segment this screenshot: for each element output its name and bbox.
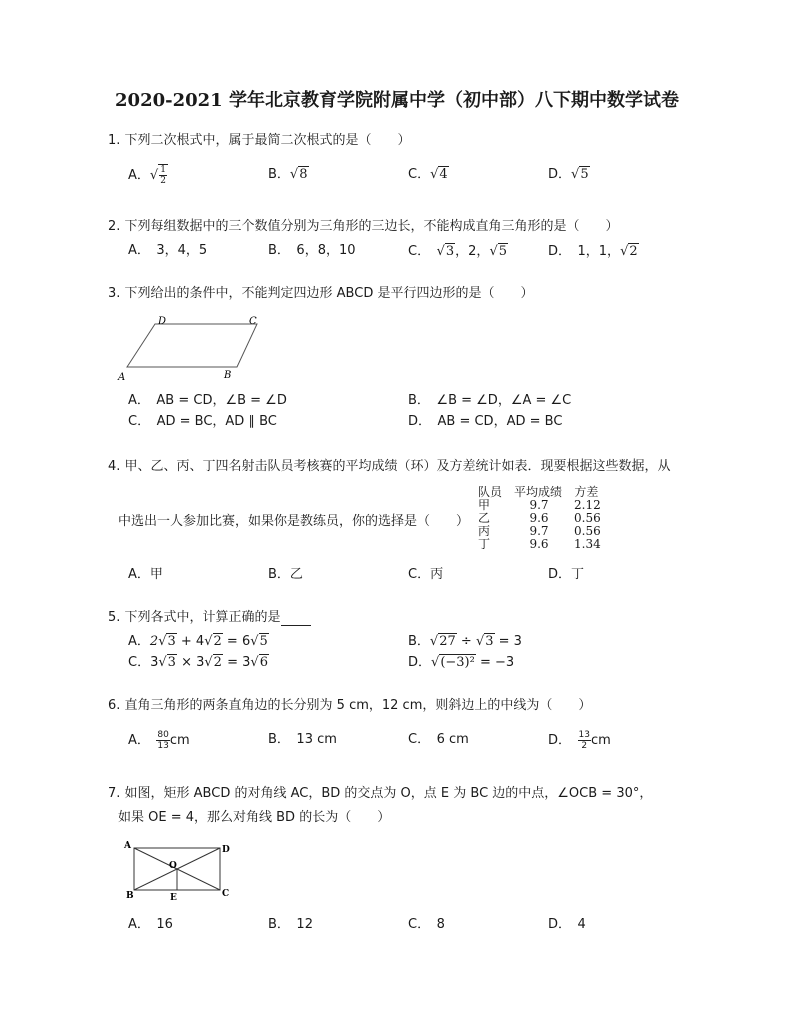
question-5-option-d: D．√(−3)² = −3 <box>408 655 515 670</box>
vertex-label-a: A <box>118 372 126 383</box>
vertex-label-b: B <box>224 370 232 381</box>
question-7-stem-line2: 如果 OE = 4，那么对角线 BD 的长为（ ） <box>118 810 391 825</box>
question-3-option-d: D． AB = CD，AD = BC <box>408 414 563 429</box>
question-7-option-b: B． 12 <box>268 917 313 932</box>
question-1-stem: 1. 下列二次根式中，属于最简二次根式的是（ ） <box>108 133 411 148</box>
question-4-stem-line1: 4. 甲、乙、丙、丁四名射击队员考核赛的平均成绩（环）及方差统计如表．现要根据这些数据，从 <box>108 459 671 474</box>
question-1-option-b: B．√8 <box>268 167 308 182</box>
question-6-stem: 6. 直角三角形的两条直角边的长分别为 5 cm，12 cm，则斜边上的中线为（ ） <box>108 698 592 713</box>
table-header: 平均成绩 <box>514 485 563 499</box>
question-7-option-d: D． 4 <box>548 917 586 932</box>
question-2-option-b: B． 6，8，10 <box>268 243 356 258</box>
question-4-option-d: D．丁 <box>548 567 585 582</box>
table-row: 丙 9.7 0.56 <box>478 524 601 538</box>
question-2-option-d: D． 1，1，√2 <box>548 244 638 259</box>
vertex-label-a: A <box>124 841 131 851</box>
page-title: 2020-2021 学年北京教育学院附属中学（初中部）八下期中数学试卷 <box>115 90 679 111</box>
question-4-option-b: B．乙 <box>268 567 303 582</box>
vertex-label-c: C <box>249 316 257 327</box>
question-3-option-b: B． ∠B = ∠D，∠A = ∠C <box>408 393 572 408</box>
question-3-stem: 3. 下列给出的条件中，不能判定四边形 ABCD 是平行四边形的是（ ） <box>108 286 534 301</box>
question-5-option-a: A．2√3 + 4√2 = 6√5 <box>128 634 268 649</box>
question-6-option-a: A． $\frac{80}{13}$ cm <box>128 730 190 751</box>
table-row: 甲 9.7 2.12 <box>478 498 601 512</box>
question-1-option-d: D．√5 <box>548 167 589 182</box>
question-4-stem-line2: 中选出一人参加比赛，如果你是教练员，你的选择是（ ） <box>118 514 470 529</box>
question-4-option-c: C．丙 <box>408 567 444 582</box>
question-5-option-b: B．√27 ÷ √3 = 3 <box>408 634 522 649</box>
parallelogram-figure <box>112 312 272 384</box>
vertex-label-b: B <box>126 891 134 901</box>
question-1-option-c: C．√4 <box>408 167 448 182</box>
vertex-label-c: C <box>222 889 230 899</box>
question-5-stem: 5. 下列各式中，计算正确的是 <box>108 610 311 626</box>
question-6-option-d: D． $\frac{13}{2}$ cm <box>548 730 611 751</box>
question-4-option-a: A．甲 <box>128 567 163 582</box>
question-7-stem-line1: 7. 如图，矩形 ABCD 的对角线 AC，BD 的交点为 O，点 E 为 BC 边的中点，∠OCB = 30°， <box>108 786 653 801</box>
scores-table <box>478 486 611 551</box>
parallelogram-shape <box>127 324 257 367</box>
question-6-option-c: C． 6 cm <box>408 732 469 747</box>
question-3-option-a: A． AB = CD，∠B = ∠D <box>128 393 287 408</box>
table-header: 方差 <box>574 485 599 499</box>
table-row: 丁 9.6 1.34 <box>478 537 601 551</box>
vertex-label-d: D <box>158 316 167 327</box>
question-6-option-b: B． 13 cm <box>268 732 337 747</box>
question-2-stem: 2. 下列每组数据中的三个数值分别为三角形的三边长，不能构成直角三角形的是（ ） <box>108 219 619 234</box>
question-7-option-c: C． 8 <box>408 917 445 932</box>
table-header: 队员 <box>478 485 503 499</box>
question-2-option-c: C． √3，2，√5 <box>408 244 508 259</box>
question-1-option-a: A．√ $\frac{1}{2}$ <box>128 165 166 186</box>
answer-blank <box>281 613 311 626</box>
point-label-e: E <box>170 893 177 902</box>
question-7-option-a: A． 16 <box>128 917 173 932</box>
rectangle-figure <box>122 836 232 902</box>
question-3-option-c: C． AD = BC，AD ∥ BC <box>128 414 277 429</box>
table-row: 乙 9.6 0.56 <box>478 511 601 525</box>
vertex-label-d: D <box>222 845 230 855</box>
question-2-option-a: A． 3，4，5 <box>128 243 208 258</box>
question-5-option-c: C．3√3 × 3√2 = 3√6 <box>128 655 268 670</box>
point-label-o: O <box>169 861 177 871</box>
